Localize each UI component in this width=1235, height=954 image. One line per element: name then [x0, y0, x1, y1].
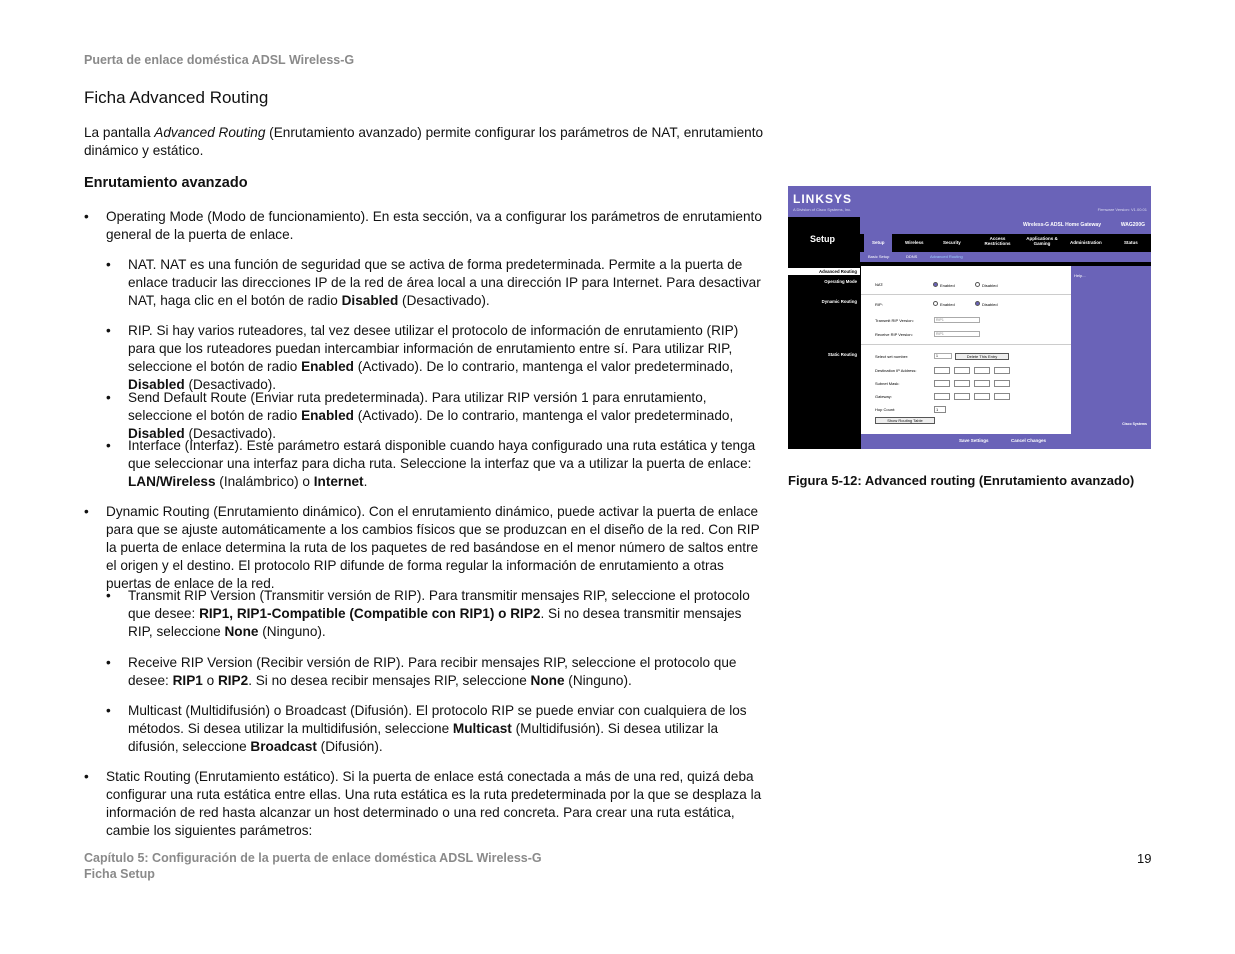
divider	[861, 294, 1071, 295]
footer-section: Ficha Setup	[84, 867, 155, 881]
mask-octet-3[interactable]	[974, 380, 990, 387]
subtab-basic-setup[interactable]: Basic Setup	[868, 254, 890, 259]
gateway-octet-4[interactable]	[994, 393, 1010, 400]
figure-screenshot	[788, 186, 1151, 449]
list-item-text: Transmit RIP Version (Transmitir versión de RIP). Para transmitir mensajes RIP, seleccione el protocolo que desee: RIP1, RIP1-Compatible (Compatible con RIP1) o RIP2. Si no desea transmitir mensajes RIP, seleccione None (Ninguno).	[128, 588, 750, 639]
running-header: Puerta de enlace doméstica ADSL Wireless-G	[84, 53, 355, 67]
mask-octet-1[interactable]	[934, 380, 950, 387]
bullet: •	[106, 588, 111, 603]
help-panel	[1071, 266, 1151, 434]
tab-status[interactable]: Status	[1124, 240, 1138, 245]
list-item-text: Multicast (Multidifusión) o Broadcast (Difusión). El protocolo RIP se puede enviar con cualquiera de los métodos. Si desea utilizar la multidifusión, seleccione Multicast (Multidifusión). Si desea utilizar la difusión, seleccione Broadcast (Difusión).	[128, 703, 747, 754]
dest-ip-label: Destination IP Address:	[875, 368, 917, 373]
list-item-text: Dynamic Routing (Enrutamiento dinámico). Con el enrutamiento dinámico, puede activar la puerta de enlace para que se ajuste automáticamente a los cambios físicos que se produzcan en el diseño de la red. Con RIP la puerta de enlace determina la ruta de los paquetes de red basándose en el menor número de saltos entre el origen y el destino. El protocolo RIP difunde de forma regular la información de enrutamiento a otras puertas de enlace de la red.	[106, 504, 760, 591]
intro-emphasis: Advanced Routing	[154, 125, 266, 140]
list-item-text: NAT. NAT es una función de seguridad que se activa de forma predeterminada. Permite a la puerta de enlace traducir las direcciones IP de la red de área local a una dirección IP para Internet. Para desactivar NAT, haga clic en el botón de radio Disabled (Desactivado).	[128, 257, 761, 308]
mask-octet-2[interactable]	[954, 380, 970, 387]
nat-enabled-radio[interactable]	[933, 282, 938, 287]
left-column	[788, 266, 860, 449]
intro-text: La pantalla	[84, 125, 155, 140]
list-item-text: RIP. Si hay varios ruteadores, tal vez desee utilizar el protocolo de información de enrutamiento (RIP) para que los ruteadores puedan intercambiar información de enrutamiento entre sí. Para utilizar RIP, seleccione el botón de radio Enabled (Activado). De lo contrario, mantenga el valor predeterminado, Disabled (Desactivado).	[128, 323, 739, 392]
settings-content	[861, 266, 1071, 434]
set-number-select[interactable]: 1	[934, 353, 952, 359]
main-tabs	[860, 234, 1151, 252]
bullet: •	[106, 703, 111, 718]
figure-caption: Figura 5-12: Advanced routing (Enrutamiento avanzado)	[788, 473, 1135, 488]
list-item-text: Send Default Route (Enviar ruta predeterminada). Para utilizar RIP versión 1 para enrutamiento, seleccione el botón de radio Enabled (Activado). De lo contrario, mantenga el valor predeterminado, Disabled (Desactivado).	[128, 390, 734, 441]
left-operating-mode: Operating Mode	[824, 279, 857, 284]
rip-enabled-radio[interactable]	[933, 301, 938, 306]
list-item-static-routing	[84, 768, 764, 840]
section-label: Setup	[810, 234, 836, 244]
mask-octet-4[interactable]	[994, 380, 1010, 387]
subtab-advanced-routing[interactable]: Advanced Routing	[930, 254, 963, 259]
bullet: •	[106, 655, 111, 670]
hop-count-label: Hop Count:	[875, 407, 896, 412]
list-item-interface	[106, 437, 764, 491]
footer-chapter: Capítulo 5: Configuración de la puerta de enlace doméstica ADSL Wireless-G	[84, 851, 542, 865]
tab-security[interactable]: Security	[943, 240, 961, 245]
subsection-title: Enrutamiento avanzado	[84, 175, 248, 191]
product-bar	[860, 217, 1151, 234]
gateway-octet-3[interactable]	[974, 393, 990, 400]
hop-count-input[interactable]: 1	[934, 406, 946, 413]
sub-tabs	[860, 252, 1151, 262]
nat-disabled-label: Disabled	[982, 283, 998, 288]
tab-access-restrictions[interactable]: Access Restrictions	[984, 236, 1011, 246]
subnet-mask-label: Subnet Mask:	[875, 381, 900, 386]
rip-disabled-label: Disabled	[982, 302, 998, 307]
logo-subtitle: A Division of Cisco Systems, Inc.	[793, 207, 852, 212]
bullet: •	[84, 769, 89, 784]
list-item-text: Operating Mode (Modo de funcionamiento). En esta sección, va a configurar los parámetros de enrutamiento general de la puerta de enlace.	[106, 209, 762, 242]
bullet: •	[106, 257, 111, 272]
bullet: •	[84, 209, 89, 224]
nat-disabled-radio[interactable]	[975, 282, 980, 287]
save-settings-button[interactable]: Save Settings	[959, 438, 989, 443]
cisco-logo: Cisco Systems	[1122, 422, 1147, 426]
list-item-text: Static Routing (Enrutamiento estático). Si la puerta de enlace está conectada a más de una red, quizá deba configurar una ruta estática entre ellas. Una ruta estática es la ruta predeterminada por la que se desplaza la información de red hasta alcanzar un host determinado o una red concreta. Para crear una ruta estática, cambie los siguientes parámetros:	[106, 769, 762, 838]
left-dynamic-routing: Dynamic Routing	[821, 299, 857, 304]
list-item-nat	[106, 256, 764, 310]
dest-ip-octet-3[interactable]	[974, 367, 990, 374]
left-heading: Advanced Routing	[819, 269, 857, 274]
bullet: •	[106, 390, 111, 405]
delete-entry-button[interactable]: Delete This Entry	[955, 353, 1009, 360]
tab-wireless[interactable]: Wireless	[905, 240, 924, 245]
intro-text-end: (Enrutamiento avanzado) permite configurar los parámetros de NAT, enrutamiento dinámico y estático.	[84, 125, 764, 158]
show-routing-table-button[interactable]: Show Routing Table	[875, 417, 935, 424]
left-static-routing: Static Routing	[827, 352, 857, 357]
list-item-transmit-rip	[106, 587, 764, 641]
help-link[interactable]: Help...	[1074, 273, 1086, 278]
dest-ip-octet-1[interactable]	[934, 367, 950, 374]
figure-top-bar	[788, 186, 1151, 217]
gateway-label: Gateway:	[875, 394, 892, 399]
rip-enabled-label: Enabled	[940, 302, 955, 307]
tab-applications-gaming[interactable]: Applications & Gaming	[1026, 236, 1058, 246]
list-item-multicast	[106, 702, 764, 756]
rip-disabled-radio[interactable]	[975, 301, 980, 306]
transmit-rip-select[interactable]: RIP1	[934, 317, 980, 323]
bottom-bar	[861, 422, 1151, 449]
cancel-changes-button[interactable]: Cancel Changes	[1011, 438, 1047, 443]
product-name: Wireless-G ADSL Home Gateway	[1022, 222, 1101, 228]
bullet: •	[84, 504, 89, 519]
page-number: 19	[1137, 851, 1152, 866]
list-item-text: Interface (Interfaz). Este parámetro estará disponible cuando haya configurado una ruta estática y tenga que seleccionar una interfaz para dicha ruta. Seleccione la interfaz que va a utilizar la puerta de enlace: LAN/Wireless (Inalámbrico) o Internet.	[128, 438, 756, 489]
rip-label: RIP:	[875, 302, 883, 307]
list-item-dynamic-routing	[84, 503, 764, 593]
linksys-logo: LINKSYS	[793, 192, 853, 206]
transmit-rip-label: Transmit RIP Version:	[875, 318, 914, 323]
intro-paragraph	[84, 124, 764, 160]
list-item-receive-rip	[106, 654, 764, 690]
list-item-operating-mode	[84, 208, 764, 244]
select-set-label: Select set number:	[875, 354, 909, 359]
nat-label: NAT:	[875, 282, 884, 287]
receive-rip-label: Receive RIP Version:	[875, 332, 913, 337]
dest-ip-octet-4[interactable]	[994, 367, 1010, 374]
tab-setup[interactable]: Setup	[872, 240, 885, 245]
gateway-octet-1[interactable]	[934, 393, 950, 400]
dest-ip-octet-2[interactable]	[954, 367, 970, 374]
gateway-octet-2[interactable]	[954, 393, 970, 400]
model-number: WAG200G	[1120, 222, 1145, 228]
nat-enabled-label: Enabled	[940, 283, 955, 288]
list-item-send-default-route	[106, 389, 764, 443]
bullet: •	[106, 438, 111, 453]
firmware-version: Firmware Version: V1.00.01	[1097, 207, 1147, 212]
receive-rip-select[interactable]: RIP1	[934, 331, 980, 337]
list-item-text: Receive RIP Version (Recibir versión de RIP). Para recibir mensajes RIP, seleccione el protocolo que desee: RIP1 o RIP2. Si no desea recibir mensajes RIP, seleccione None (Ninguno).	[128, 655, 737, 688]
divider	[861, 344, 1071, 345]
bullet: •	[106, 323, 111, 338]
subtab-ddns[interactable]: DDNS	[906, 254, 918, 259]
tab-administration[interactable]: Administration	[1070, 240, 1102, 245]
list-item-rip	[106, 322, 764, 394]
section-title: Ficha Advanced Routing	[84, 88, 269, 107]
